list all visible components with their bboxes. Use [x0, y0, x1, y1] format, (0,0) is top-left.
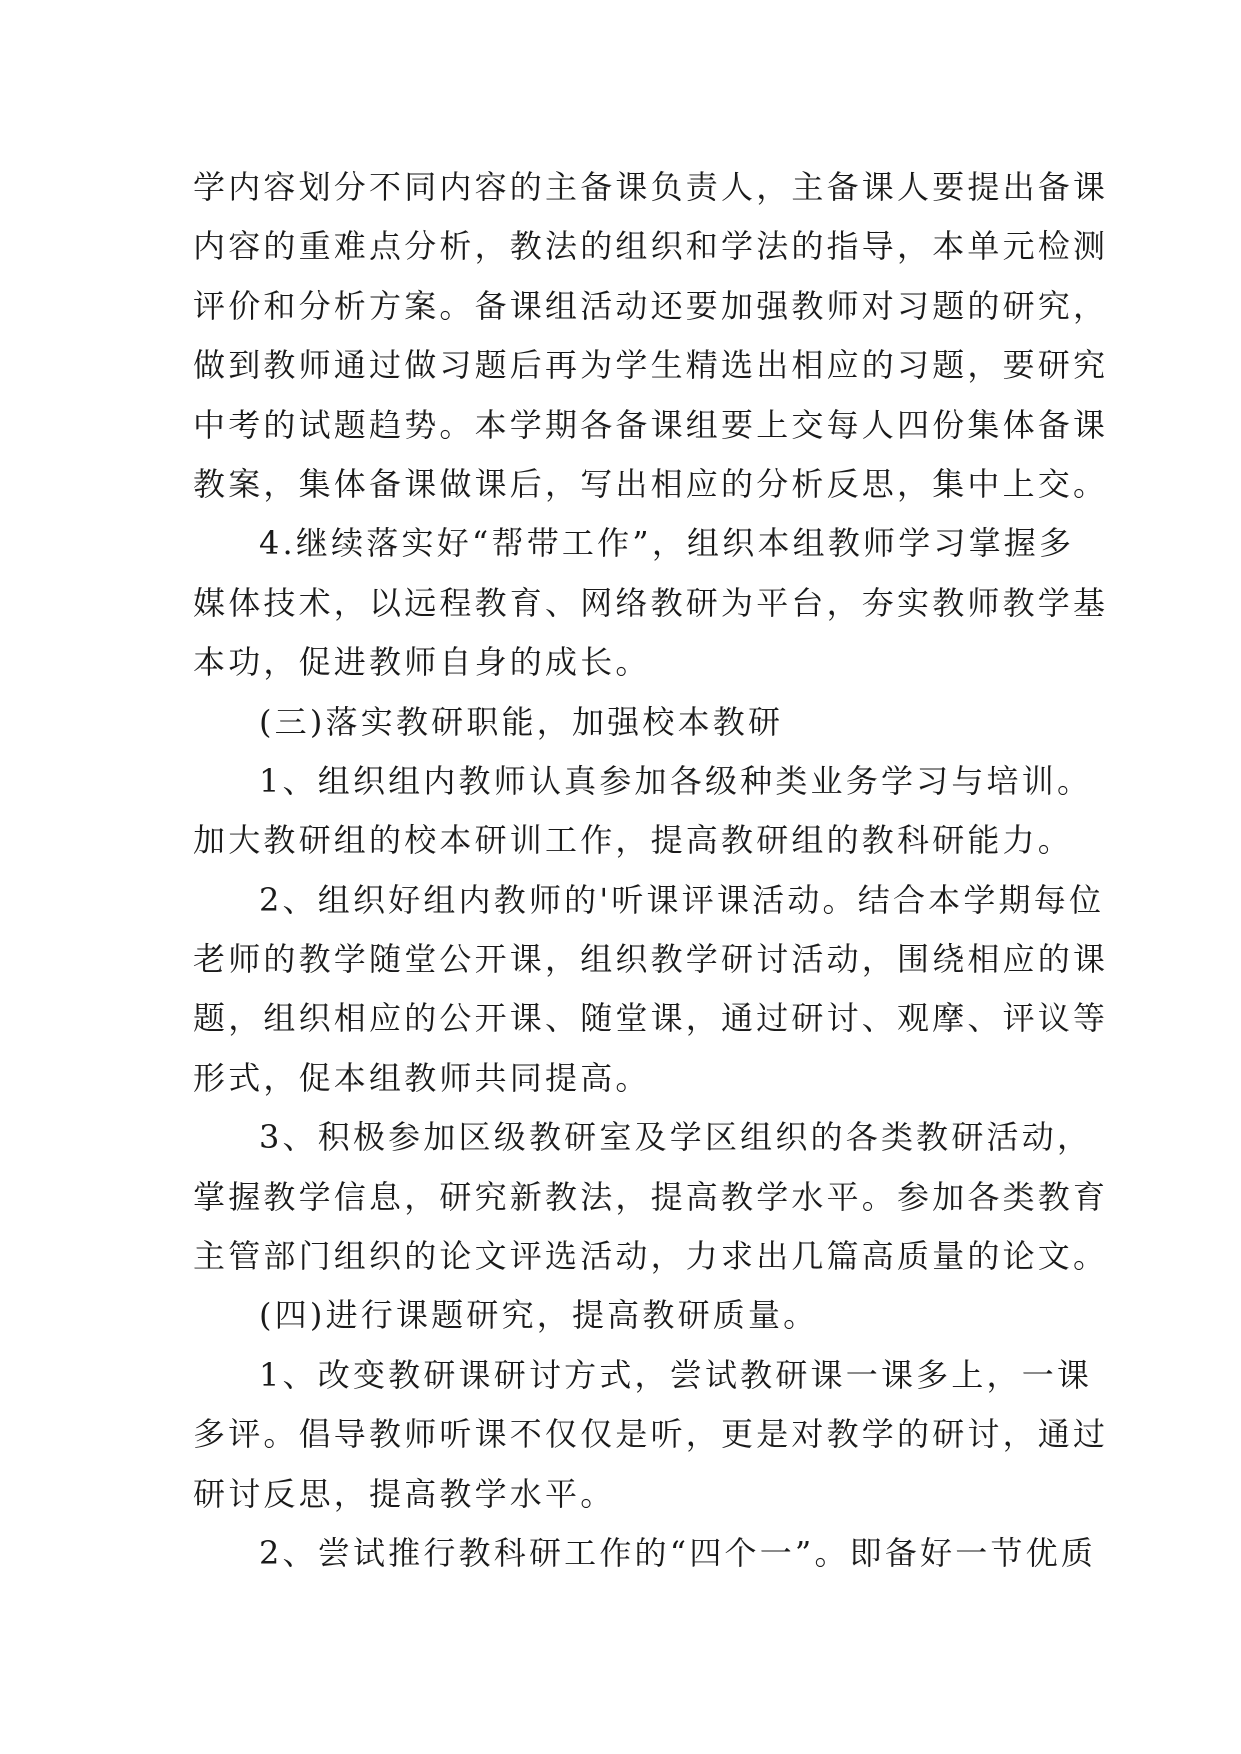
document-body	[193, 158, 1109, 1583]
text-line-21: 1、改变教研课研讨方式，尝试教研课一课多上，一课	[259, 1355, 1093, 1394]
text-line-13: 2、组织好组内教师的'听课评课活动。结合本学期每位	[259, 880, 1105, 919]
text-line-12: 加大教研组的校本研训工作，提高教研组的教科研能力。	[193, 821, 1074, 860]
text-line-22: 多评。倡导教师听课不仅仅是听，更是对教学的研讨，通过	[193, 1415, 1109, 1454]
text-line-23: 研讨反思，提高教学水平。	[193, 1474, 616, 1513]
text-line-16: 形式，促本组教师共同提高。	[193, 1058, 651, 1097]
text-line-8: 媒体技术，以远程教育、网络教研为平台，夯实教师教学基	[193, 583, 1109, 622]
section-heading-3: (三)落实教研职能，加强校本教研	[259, 702, 784, 741]
text-line-18: 掌握教学信息，研究新教法，提高教学水平。参加各类教育	[193, 1177, 1109, 1216]
text-line-6: 教案，集体备课做课后，写出相应的分析反思，集中上交。	[193, 464, 1109, 503]
text-line-17: 3、积极参加区级教研室及学区组织的各类教研活动，	[259, 1118, 1093, 1157]
text-line-7: 4.继续落实好“帮带工作”，组织本组教师学习掌握多	[259, 524, 1075, 563]
text-line-5: 中考的试题趋势。本学期各备课组要上交每人四份集体备课	[193, 405, 1109, 444]
text-line-9: 本功，促进教师自身的成长。	[193, 643, 651, 682]
text-line-24: 2、尝试推行教科研工作的“四个一”。即备好一节优质	[259, 1533, 1097, 1572]
text-line-14: 老师的教学随堂公开课，组织教学研讨活动，围绕相应的课	[193, 940, 1109, 979]
text-line-4: 做到教师通过做习题后再为学生精选出相应的习题，要研究	[193, 346, 1109, 385]
text-line-1: 学内容划分不同内容的主备课负责人，主备课人要提出备课	[193, 168, 1109, 206]
text-line-2: 内容的重难点分析，教法的组织和学法的指导，本单元检测	[193, 227, 1109, 266]
text-line-19: 主管部门组织的论文评选活动，力求出几篇高质量的论文。	[193, 1237, 1109, 1276]
text-line-11: 1、组织组内教师认真参加各级种类业务学习与培训。	[259, 761, 1093, 800]
text-line-3: 评价和分析方案。备课组活动还要加强教师对习题的研究，	[193, 286, 1109, 325]
section-heading-4: (四)进行课题研究，提高教研质量。	[259, 1296, 819, 1335]
text-line-15: 题，组织相应的公开课、随堂课，通过研讨、观摩、评议等	[193, 999, 1109, 1038]
